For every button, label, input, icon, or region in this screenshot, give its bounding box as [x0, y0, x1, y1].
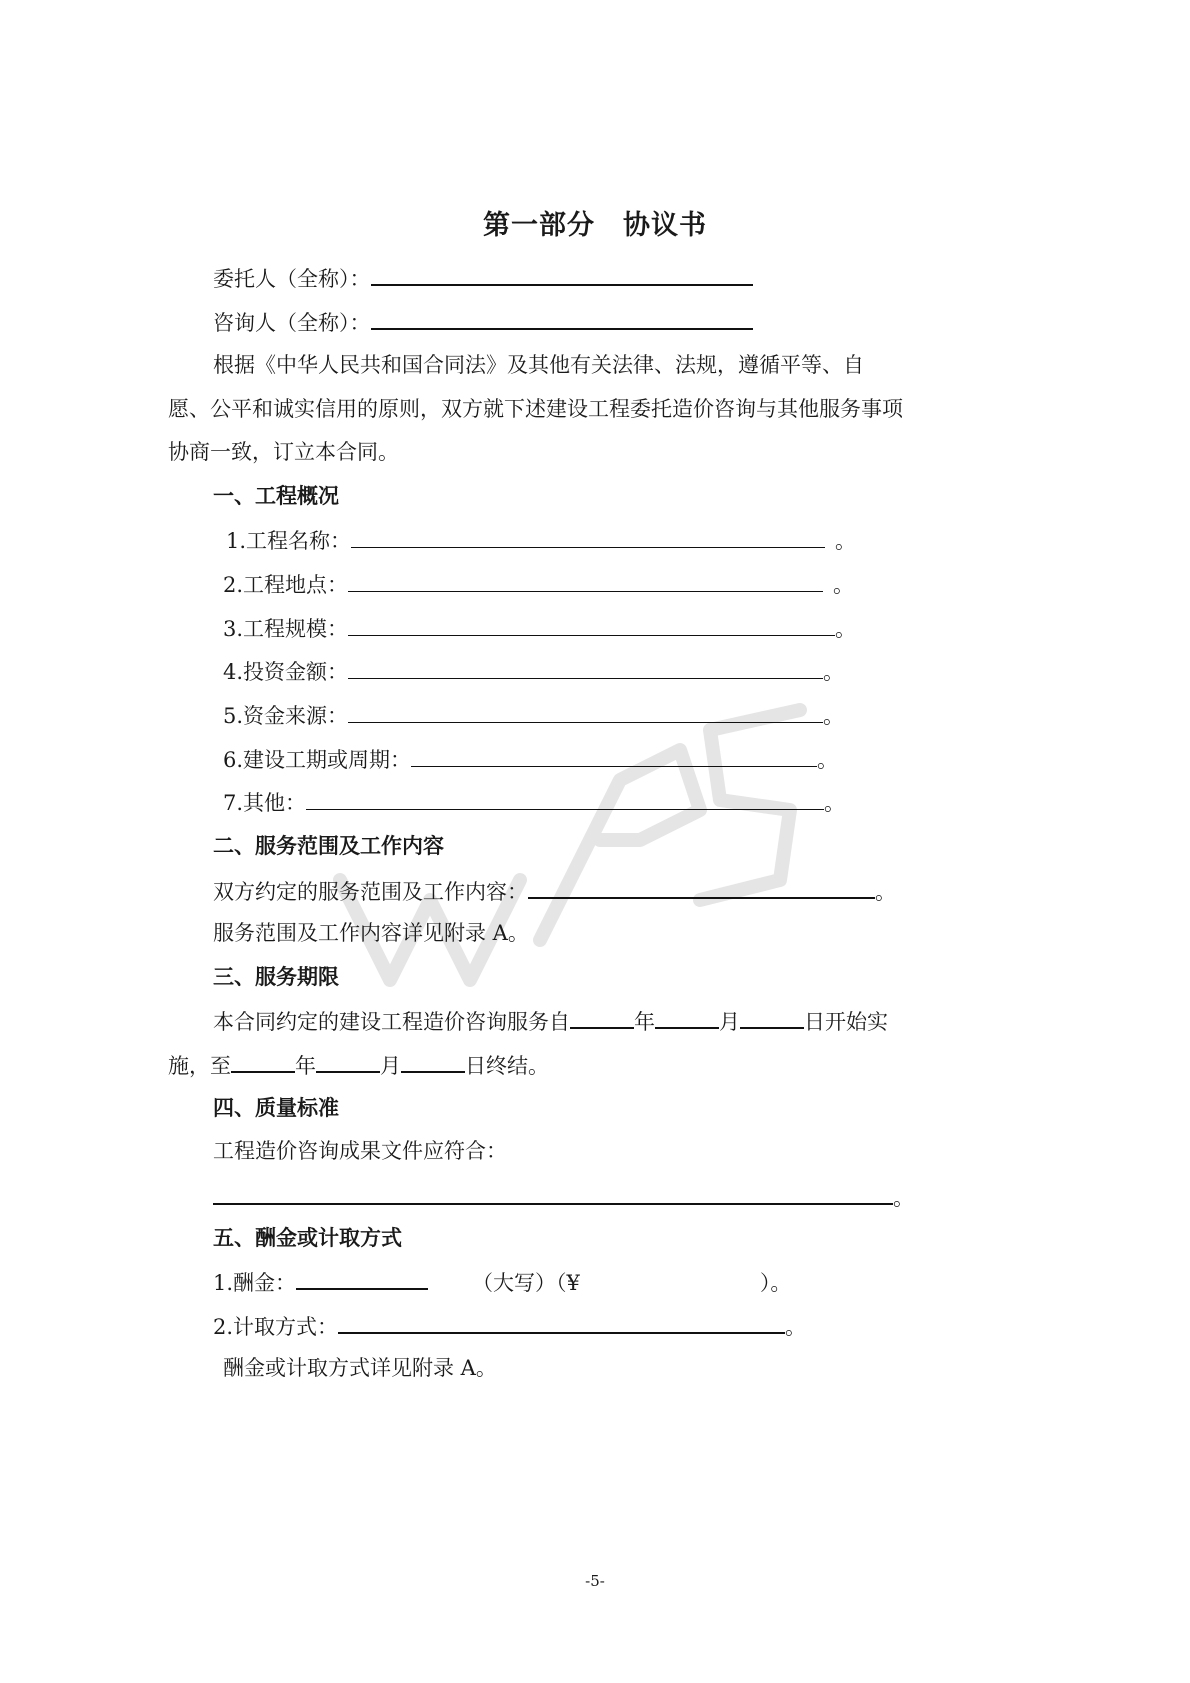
- client-blank[interactable]: [371, 262, 753, 286]
- project-name-blank[interactable]: [351, 525, 825, 548]
- project-name-label: 1.工程名称：: [226, 529, 352, 553]
- service-end-line: [168, 1049, 549, 1079]
- period: 。: [824, 791, 846, 815]
- period: 。: [833, 573, 855, 597]
- project-location-line: [223, 569, 854, 599]
- year-label: 年: [295, 1054, 316, 1078]
- month-label: 月: [719, 1010, 740, 1034]
- month-label: 月: [380, 1054, 401, 1078]
- start-day-label: 日开始实: [804, 1010, 888, 1034]
- project-scale-blank[interactable]: [348, 613, 835, 636]
- end-month-blank[interactable]: [316, 1049, 380, 1073]
- project-location-blank[interactable]: [348, 569, 823, 592]
- service-start-line: [213, 1005, 888, 1035]
- start-month-blank[interactable]: [655, 1005, 719, 1029]
- service-scope-note: 服务范围及工作内容详见附录 A。: [213, 921, 529, 945]
- construction-period-label: 6.建设工期或周期：: [223, 748, 412, 772]
- quality-standard-label: 工程造价咨询成果文件应符合：: [213, 1139, 507, 1163]
- consultant-blank[interactable]: [371, 306, 753, 330]
- period: 。: [823, 704, 845, 728]
- fee-blank[interactable]: [296, 1266, 428, 1290]
- section4-heading: 四、质量标准: [213, 1095, 339, 1120]
- investment-line: [223, 656, 844, 686]
- period: 。: [835, 529, 857, 553]
- project-scale-line: [223, 613, 856, 643]
- investment-blank[interactable]: [348, 656, 823, 679]
- preamble-line-1: 根据《中华人民共和国合同法》及其他有关法律、法规，遵循平等、自: [213, 353, 864, 377]
- start-day-blank[interactable]: [740, 1005, 804, 1029]
- client-label: 委托人（全称）：: [213, 267, 371, 291]
- period: 。: [835, 617, 857, 641]
- fee-method-label: 2.计取方式：: [213, 1315, 339, 1339]
- period: 。: [893, 1186, 914, 1210]
- preamble-line-2: 愿、公平和诚实信用的原则，双方就下述建设工程委托造价咨询与其他服务事项: [168, 397, 903, 421]
- funding-source-label: 5.资金来源：: [223, 704, 349, 728]
- section2-heading: 二、服务范围及工作内容: [213, 833, 444, 858]
- other-line: [223, 787, 845, 817]
- project-name-line: [226, 525, 856, 555]
- funding-source-blank[interactable]: [348, 700, 823, 723]
- service-scope-line: [213, 875, 896, 905]
- consultant-label: 咨询人（全称）：: [213, 311, 371, 335]
- page-number: -5-: [585, 1572, 605, 1590]
- other-label: 7.其他：: [223, 791, 307, 815]
- quality-standard-line: [213, 1181, 914, 1211]
- period: 。: [817, 748, 839, 772]
- end-day-label: 日终结。: [465, 1054, 549, 1078]
- fee-upper-label: （大写）（¥: [472, 1271, 580, 1295]
- service-scope-blank[interactable]: [528, 875, 875, 899]
- fee-label: 1.酬金：: [213, 1271, 297, 1295]
- end-day-blank[interactable]: [401, 1049, 465, 1073]
- construction-period-blank[interactable]: [411, 744, 817, 767]
- project-location-label: 2.工程地点：: [223, 573, 349, 597]
- preamble-line-3: 协商一致，订立本合同。: [168, 440, 399, 464]
- service-scope-label: 双方约定的服务范围及工作内容：: [213, 880, 528, 904]
- fee-close: ）。: [759, 1271, 792, 1295]
- page-title: 第一部分 协议书: [483, 210, 707, 241]
- construction-period-line: [223, 744, 838, 774]
- fee-line: [213, 1266, 791, 1296]
- fee-method-line: [213, 1310, 806, 1340]
- section1-heading: 一、工程概况: [213, 483, 339, 508]
- quality-standard-blank[interactable]: [213, 1181, 893, 1205]
- fee-method-blank[interactable]: [338, 1310, 785, 1334]
- period: 。: [823, 660, 845, 684]
- other-blank[interactable]: [306, 787, 824, 810]
- investment-label: 4.投资金额：: [223, 660, 349, 684]
- end-year-blank[interactable]: [231, 1049, 295, 1073]
- service-end-label: 施，至: [168, 1054, 231, 1078]
- start-year-blank[interactable]: [570, 1005, 634, 1029]
- project-scale-label: 3.工程规模：: [223, 617, 349, 641]
- consultant-line: [213, 306, 753, 336]
- period: 。: [875, 880, 896, 904]
- service-start-label: 本合同约定的建设工程造价咨询服务自: [213, 1010, 570, 1034]
- period: 。: [785, 1315, 807, 1339]
- section3-heading: 三、服务期限: [213, 964, 339, 989]
- section5-heading: 五、酬金或计取方式: [213, 1225, 402, 1250]
- fee-note: 酬金或计取方式详见附录 A。: [223, 1356, 497, 1380]
- year-label: 年: [634, 1010, 655, 1034]
- client-line: [213, 262, 753, 292]
- funding-source-line: [223, 700, 844, 730]
